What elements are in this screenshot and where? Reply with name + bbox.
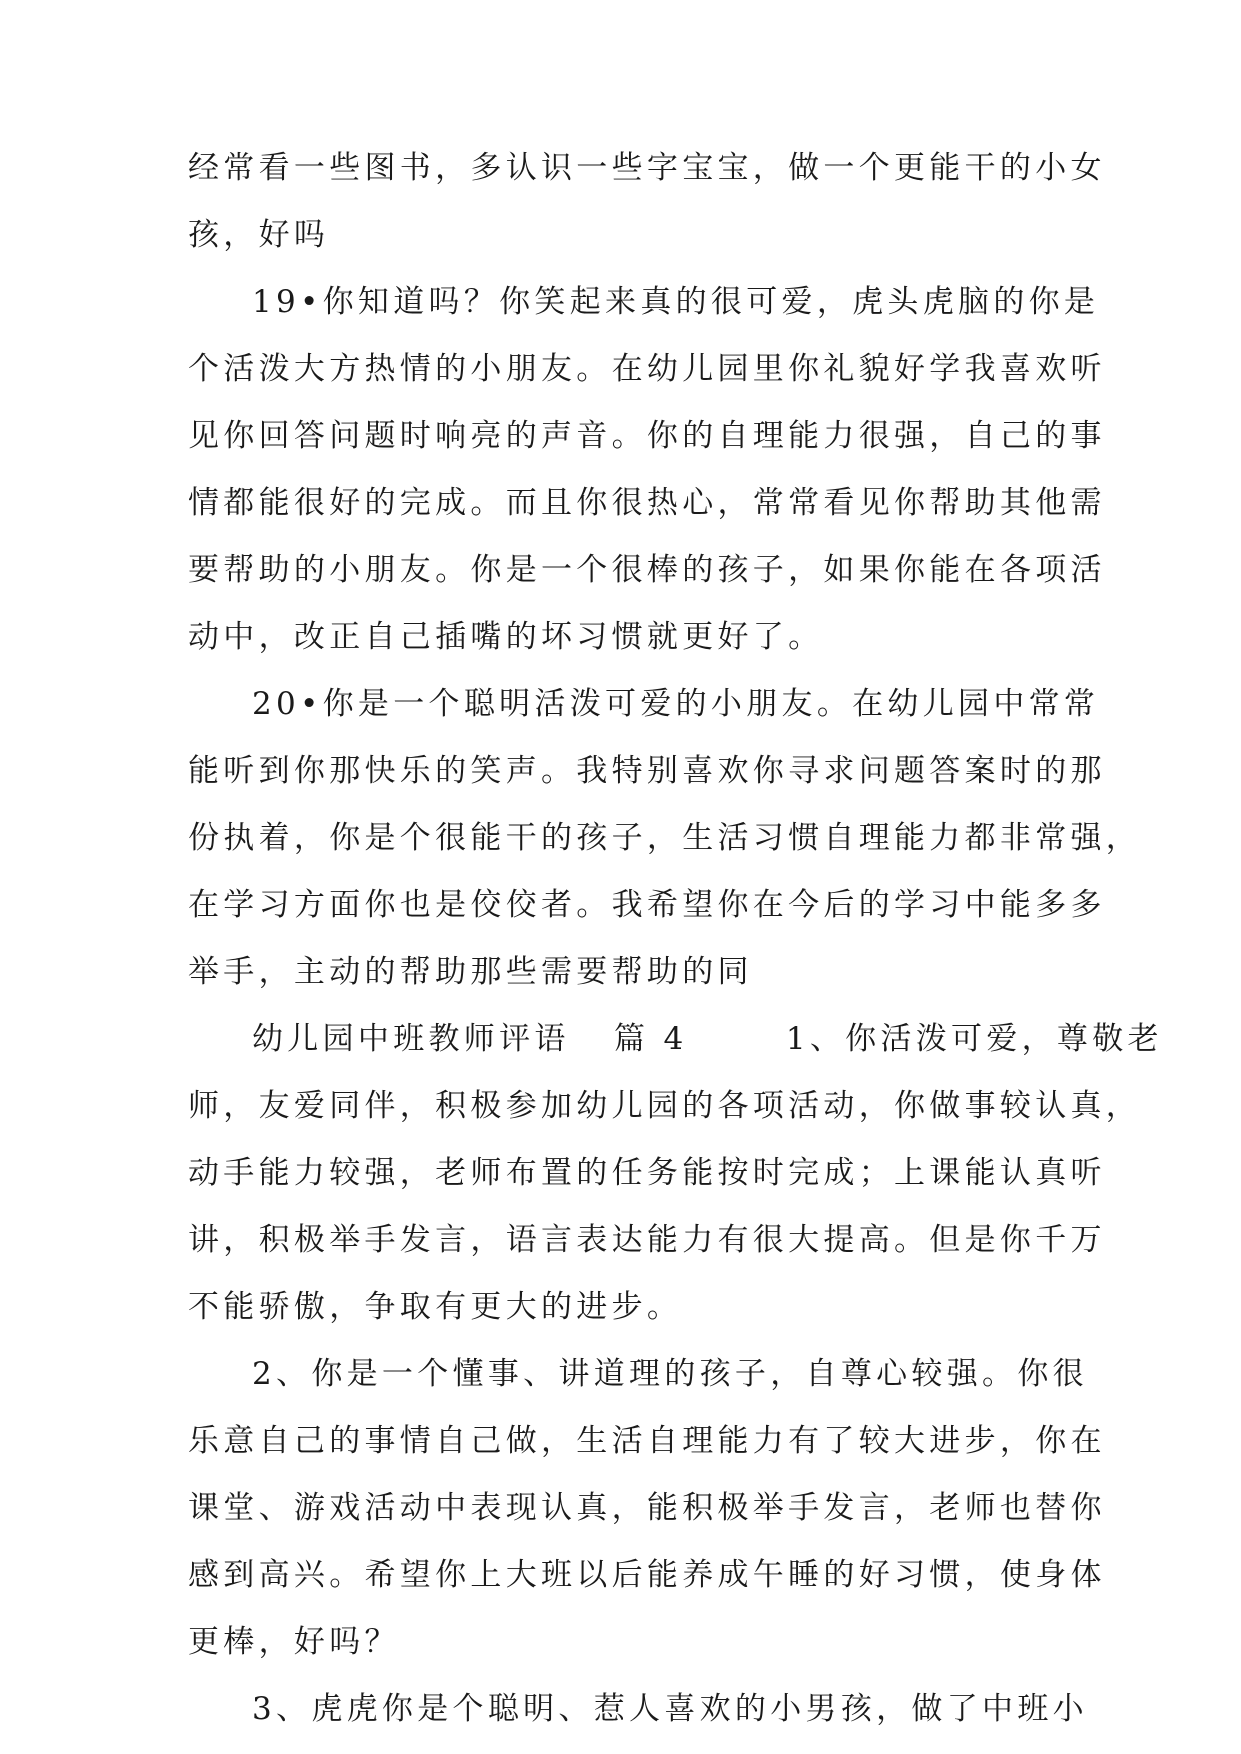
paragraph-line: 情都能很好的完成。而且你很热心，常常看见你帮助其他需 xyxy=(188,485,1106,521)
paragraph-line: 要帮助的小朋友。你是一个很棒的孩子，如果你能在各项活 xyxy=(188,552,1106,588)
paragraph-line: 份执着，你是个很能干的孩子，生活习惯自理能力都非常强， xyxy=(188,820,1142,856)
first-item-text: 1、你活泼可爱，尊敬老 xyxy=(785,1021,1163,1057)
paragraph-line: 讲，积极举手发言，语言表达能力有很大提高。但是你千万 xyxy=(188,1222,1106,1258)
paragraph-line: 见你回答问题时响亮的声音。你的自理能力很强，自己的事 xyxy=(188,418,1106,454)
section-part-label: 篇 4 xyxy=(614,1021,688,1057)
paragraph-line: 2、你是一个懂事、讲道理的孩子，自尊心较强。你很 xyxy=(252,1356,1088,1392)
paragraph-line: 师，友爱同伴，积极参加幼儿园的各项活动，你做事较认真， xyxy=(188,1088,1142,1124)
paragraph-line: 能听到你那快乐的笑声。我特别喜欢你寻求问题答案时的那 xyxy=(188,753,1106,789)
paragraph-line: 个活泼大方热情的小朋友。在幼儿园里你礼貌好学我喜欢听 xyxy=(188,351,1106,387)
paragraph-line: 20•你是一个聪明活泼可爱的小朋友。在幼儿园中常常 xyxy=(252,686,1100,722)
paragraph-line: 动中，改正自己插嘴的坏习惯就更好了。 xyxy=(188,619,824,655)
paragraph-line: 19•你知道吗？你笑起来真的很可爱，虎头虎脑的你是 xyxy=(252,284,1100,320)
section-title: 幼儿园中班教师评语 xyxy=(252,1021,570,1057)
section-heading-line xyxy=(252,1006,1163,1073)
paragraph-line: 在学习方面你也是佼佼者。我希望你在今后的学习中能多多 xyxy=(188,887,1106,923)
paragraph-line: 经常看一些图书，多认识一些字宝宝，做一个更能干的小女 xyxy=(188,150,1106,186)
paragraph-line: 举手，主动的帮助那些需要帮助的同 xyxy=(188,954,753,990)
paragraph-line: 更棒，好吗？ xyxy=(188,1624,400,1660)
paragraph-line: 乐意自己的事情自己做，生活自理能力有了较大进步，你在 xyxy=(188,1423,1106,1459)
paragraph-line: 孩，好吗 xyxy=(188,217,330,253)
paragraph-line: 感到高兴。希望你上大班以后能养成午睡的好习惯，使身体 xyxy=(188,1557,1106,1593)
paragraph-line: 课堂、游戏活动中表现认真，能积极举手发言，老师也替你 xyxy=(188,1490,1106,1526)
paragraph-line: 3、虎虎你是个聪明、惹人喜欢的小男孩，做了中班小 xyxy=(252,1691,1088,1727)
paragraph-line: 动手能力较强，老师布置的任务能按时完成；上课能认真听 xyxy=(188,1155,1106,1191)
paragraph-line: 不能骄傲，争取有更大的进步。 xyxy=(188,1289,683,1325)
